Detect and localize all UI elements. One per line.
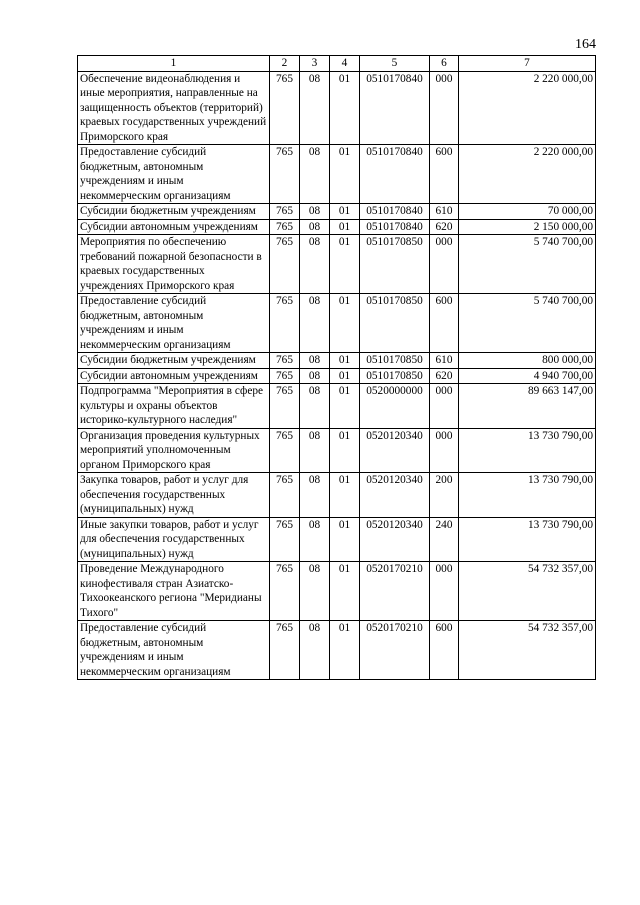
amount-cell: 2 150 000,00 (459, 219, 596, 235)
code-cell-4: 01 (330, 517, 360, 562)
code-cell-5: 0520120340 (360, 517, 430, 562)
code-cell-4: 01 (330, 204, 360, 220)
expense-name-cell: Подпрограмма "Мероприятия в сфере культуры и охраны объектов историко-культурного наследия" (78, 384, 270, 429)
expense-name-cell: Иные закупки товаров, работ и услуг для обеспечения государственных (муниципальных) нужд (78, 517, 270, 562)
code-cell-3: 08 (300, 517, 330, 562)
code-cell-3: 08 (300, 145, 330, 204)
amount-cell: 800 000,00 (459, 353, 596, 369)
table-body (78, 71, 596, 680)
code-cell-5: 0510170840 (360, 145, 430, 204)
code-cell-3: 08 (300, 235, 330, 294)
code-cell-6: 610 (430, 353, 459, 369)
code-cell-3: 08 (300, 428, 330, 473)
code-cell-3: 08 (300, 473, 330, 518)
expense-name-cell: Предоставление субсидий бюджетным, автономным учреждениям и иным некоммерческим организациям (78, 621, 270, 680)
table-row (78, 473, 596, 518)
code-cell-4: 01 (330, 235, 360, 294)
column-header-5: 5 (360, 56, 430, 72)
code-cell-5: 0520000000 (360, 384, 430, 429)
column-header-3: 3 (300, 56, 330, 72)
code-cell-5: 0510170850 (360, 235, 430, 294)
code-cell-3: 08 (300, 353, 330, 369)
code-cell-6: 240 (430, 517, 459, 562)
amount-cell: 5 740 700,00 (459, 235, 596, 294)
code-cell-2: 765 (270, 204, 300, 220)
table-header-row (78, 56, 596, 72)
code-cell-5: 0520170210 (360, 562, 430, 621)
code-cell-4: 01 (330, 473, 360, 518)
table-row (78, 621, 596, 680)
table-row (78, 428, 596, 473)
code-cell-6: 600 (430, 145, 459, 204)
code-cell-3: 08 (300, 204, 330, 220)
code-cell-4: 01 (330, 384, 360, 429)
table-row (78, 368, 596, 384)
amount-cell: 13 730 790,00 (459, 473, 596, 518)
code-cell-2: 765 (270, 621, 300, 680)
table-row (78, 384, 596, 429)
code-cell-2: 765 (270, 384, 300, 429)
amount-cell: 5 740 700,00 (459, 294, 596, 353)
code-cell-6: 620 (430, 219, 459, 235)
table-row (78, 562, 596, 621)
code-cell-6: 600 (430, 294, 459, 353)
table-row (78, 353, 596, 369)
expense-name-cell: Закупка товаров, работ и услуг для обеспечения государственных (муниципальных) нужд (78, 473, 270, 518)
code-cell-2: 765 (270, 219, 300, 235)
code-cell-5: 0510170840 (360, 219, 430, 235)
code-cell-3: 08 (300, 384, 330, 429)
code-cell-5: 0510170850 (360, 294, 430, 353)
amount-cell: 13 730 790,00 (459, 428, 596, 473)
code-cell-2: 765 (270, 473, 300, 518)
code-cell-6: 000 (430, 384, 459, 429)
code-cell-5: 0510170840 (360, 204, 430, 220)
budget-table (77, 55, 596, 680)
expense-name-cell: Субсидии автономным учреждениям (78, 368, 270, 384)
code-cell-2: 765 (270, 235, 300, 294)
amount-cell: 54 732 357,00 (459, 562, 596, 621)
amount-cell: 89 663 147,00 (459, 384, 596, 429)
code-cell-3: 08 (300, 294, 330, 353)
table-row (78, 204, 596, 220)
code-cell-2: 765 (270, 428, 300, 473)
expense-name-cell: Субсидии бюджетным учреждениям (78, 353, 270, 369)
column-header-6: 6 (430, 56, 459, 72)
code-cell-5: 0510170850 (360, 353, 430, 369)
code-cell-2: 765 (270, 517, 300, 562)
code-cell-3: 08 (300, 219, 330, 235)
amount-cell: 54 732 357,00 (459, 621, 596, 680)
code-cell-6: 600 (430, 621, 459, 680)
code-cell-4: 01 (330, 428, 360, 473)
column-header-2: 2 (270, 56, 300, 72)
code-cell-6: 000 (430, 562, 459, 621)
code-cell-6: 620 (430, 368, 459, 384)
code-cell-2: 765 (270, 562, 300, 621)
code-cell-2: 765 (270, 294, 300, 353)
code-cell-4: 01 (330, 353, 360, 369)
table-row (78, 145, 596, 204)
expense-name-cell: Организация проведения культурных мероприятий уполномоченным органом Приморского края (78, 428, 270, 473)
code-cell-5: 0510170840 (360, 71, 430, 145)
code-cell-6: 000 (430, 71, 459, 145)
expense-name-cell: Предоставление субсидий бюджетным, автономным учреждениям и иным некоммерческим организациям (78, 294, 270, 353)
code-cell-3: 08 (300, 368, 330, 384)
code-cell-5: 0520170210 (360, 621, 430, 680)
code-cell-4: 01 (330, 621, 360, 680)
table-row (78, 517, 596, 562)
table-row (78, 294, 596, 353)
code-cell-4: 01 (330, 368, 360, 384)
expense-name-cell: Предоставление субсидий бюджетным, автономным учреждениям и иным некоммерческим организациям (78, 145, 270, 204)
amount-cell: 2 220 000,00 (459, 145, 596, 204)
code-cell-2: 765 (270, 145, 300, 204)
column-header-4: 4 (330, 56, 360, 72)
code-cell-6: 000 (430, 428, 459, 473)
code-cell-5: 0510170850 (360, 368, 430, 384)
code-cell-4: 01 (330, 294, 360, 353)
code-cell-5: 0520120340 (360, 473, 430, 518)
code-cell-6: 610 (430, 204, 459, 220)
amount-cell: 2 220 000,00 (459, 71, 596, 145)
expense-name-cell: Проведение Международного кинофестиваля стран Азиатско-Тихоокеанского региона "Меридианы Тихого" (78, 562, 270, 621)
column-header-1: 1 (78, 56, 270, 72)
code-cell-6: 200 (430, 473, 459, 518)
code-cell-3: 08 (300, 621, 330, 680)
code-cell-4: 01 (330, 219, 360, 235)
expense-name-cell: Субсидии автономным учреждениям (78, 219, 270, 235)
expense-name-cell: Обеспечение видеонаблюдения и иные мероприятия, направленные на защищенность объектов (территорий) краевых государственных учреждений Приморского края (78, 71, 270, 145)
code-cell-3: 08 (300, 562, 330, 621)
column-header-7: 7 (459, 56, 596, 72)
code-cell-2: 765 (270, 353, 300, 369)
table-row (78, 219, 596, 235)
code-cell-5: 0520120340 (360, 428, 430, 473)
code-cell-4: 01 (330, 562, 360, 621)
table-row (78, 235, 596, 294)
table-row (78, 71, 596, 145)
code-cell-6: 000 (430, 235, 459, 294)
code-cell-4: 01 (330, 71, 360, 145)
code-cell-4: 01 (330, 145, 360, 204)
page-number: 164 (575, 37, 596, 52)
code-cell-2: 765 (270, 368, 300, 384)
amount-cell: 4 940 700,00 (459, 368, 596, 384)
code-cell-3: 08 (300, 71, 330, 145)
code-cell-2: 765 (270, 71, 300, 145)
expense-name-cell: Субсидии бюджетным учреждениям (78, 204, 270, 220)
amount-cell: 13 730 790,00 (459, 517, 596, 562)
expense-name-cell: Мероприятия по обеспечению требований пожарной безопасности в краевых государственных учреждениях Приморского края (78, 235, 270, 294)
amount-cell: 70 000,00 (459, 204, 596, 220)
